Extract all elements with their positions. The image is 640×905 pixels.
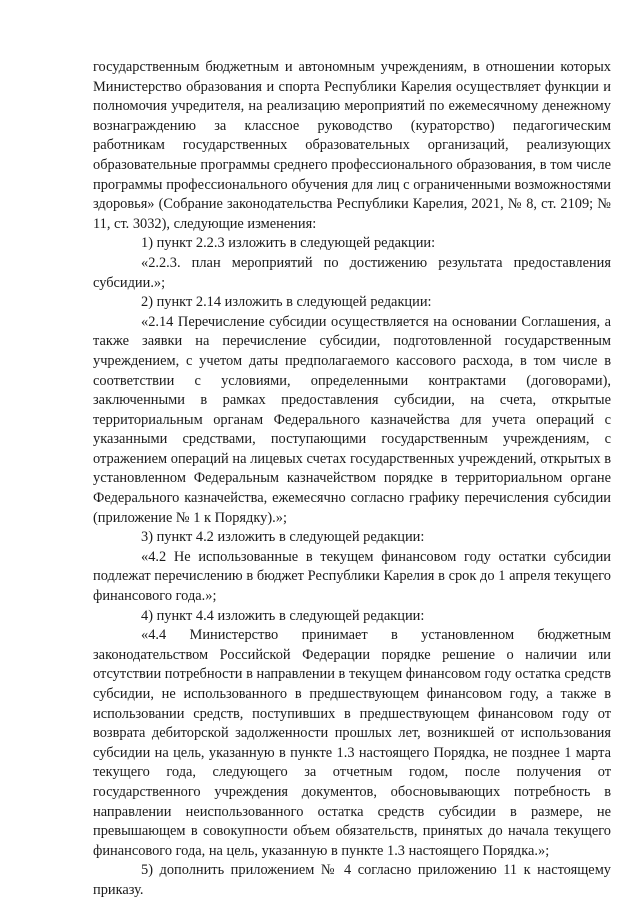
paragraph-item-1: 1) пункт 2.2.3 изложить в следующей редакции:	[141, 235, 436, 252]
paragraph-item-4-text: «4.4 Министерство принимает в установленном бюджетным законодательством Российской Федерации порядке решение о наличии или отсутствии потребности в направлении в текущем финансовом году остатка средств субсидии, не использованного в предшествующем финансовом году, а также в использовании средств, поступивших в предшествующем финансовом году от возврата дебиторской задолженности прошлых лет, возникшей от использования субсидии на цель, указанную в пункте 1.3 настоящего Порядка, не позднее 1 марта текущего года, следующего за отчетным годом, после получения от государственного учреждения документов, обосновывающих потребность в направлении неиспользованного остатка средств субсидии в размере, не превышающем в совокупности объем обязательств, принятых до начала текущего финансового года, на цель, указанную в пункте 1.3 настоящего Порядка.»;	[93, 627, 611, 859]
paragraph-intro: государственным бюджетным и автономным учреждениям, в отношении которых Министерство образования и спорта Республики Карелия осуществляет функции и полномочия учредителя, на реализацию мероприятий по ежемесячному денежному вознаграждению за классное руководство (кураторство) педагогическим работникам государственных образовательных организаций, реализующих образовательные программы среднего профессионального образования, в том числе программы профессионального обучения для лиц с ограниченными возможностями здоровья» (Собрание законодательства Республики Карелия, 2021, № 8, ст. 2109; № 11, ст. 3032), следующие изменения:	[93, 59, 611, 232]
paragraph-item-2-text: «2.14 Перечисление субсидии осуществляется на основании Соглашения, а также заявки на перечисление субсидии, подготовленной государственным учреждением, с учетом даты предполагаемого кассового расхода, в том числе в соответствии с условиями, определенными контрактами (договорами), заключенными в рамках предоставления субсидии, на счета, открытые территориальным органам Федерального казначейства для учета операций с указанными средствами, поступающими государственным учреждениям, с отражением операций на лицевых счетах государственных учреждений, открытых в установленном Федеральным казначейством порядке в территориальном органе Федерального казначейства, ежемесячно согласно графику перечисления субсидии (приложение № 1 к Порядку).»;	[93, 313, 611, 526]
paragraph-item-5: 5) дополнить приложением № 4 согласно приложению 11 к настоящему приказу.	[93, 862, 611, 898]
paragraph-item-4: 4) пункт 4.4 изложить в следующей редакции:	[141, 607, 425, 624]
paragraph-item-1-text: «2.2.3. план мероприятий по достижению результата предоставления субсидии.»;	[93, 254, 611, 291]
document-page	[93, 58, 611, 901]
paragraph-item-2: 2) пункт 2.14 изложить в следующей редакции:	[141, 294, 432, 311]
paragraph-item-3-text: «4.2 Не использованные в текущем финансовом году остатки субсидии подлежат перечислению в бюджет Республики Карелия в срок до 1 апреля текущего финансового года.»;	[93, 548, 611, 605]
paragraph-item-3: 3) пункт 4.2 изложить в следующей редакции:	[141, 529, 425, 546]
